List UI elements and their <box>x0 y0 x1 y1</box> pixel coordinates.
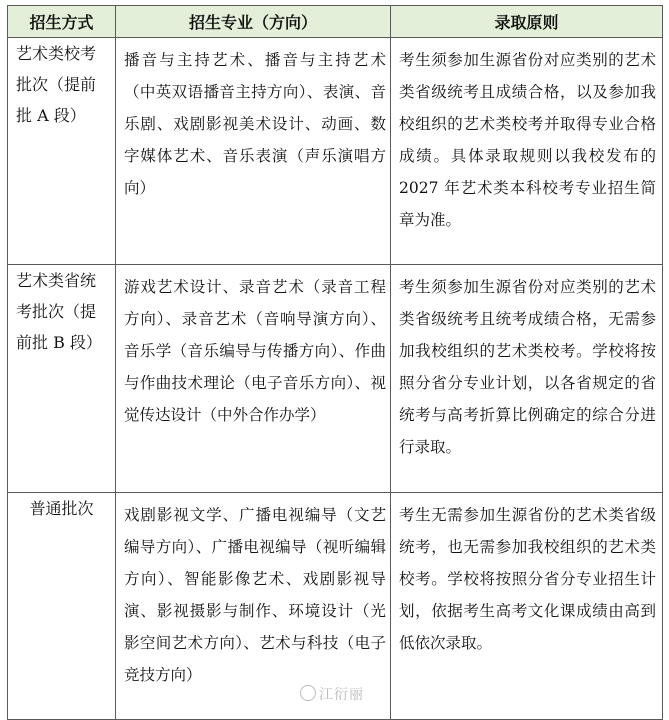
rule-cell: 考生须参加生源省份对应类别的艺术类省级统考且统考成绩合格，无需参加我校组织的艺术类校考。学校将按照分省分专业计划，以各省规定的省统考与高考折算比例确定的综合分进行录取。 <box>391 265 663 493</box>
majors-cell: 播音与主持艺术、播音与主持艺术（中英双语播音主持方向）、表演、音乐剧、戏剧影视美术设计、动画、数字媒体艺术、音乐表演（声乐演唱方向） <box>116 38 391 265</box>
majors-cell: 戏剧影视文学、广播电视编导（文艺编导方向）、广播电视编导（视听编辑方向）、智能影像艺术、戏剧影视导演、影视摄影与制作、环境设计（光影空间艺术方向）、艺术与科技（电子竞技方向） <box>116 493 391 720</box>
table-row <box>8 38 663 265</box>
batch-cell: 艺术类校考批次（提前批 A 段） <box>8 38 116 265</box>
watermark-text: 江衍丽 <box>319 687 364 703</box>
rule-cell: 考生须参加生源省份对应类别的艺术类省级统考且成绩合格，以及参加我校组织的艺术类校考并取得专业合格成绩。具体录取规则以我校发布的 2027 年艺术类本科校考专业招生简章为准。 <box>391 38 663 265</box>
header-admission-rules: 录取原则 <box>391 6 663 38</box>
table-header-row <box>8 6 663 38</box>
header-admission-method: 招生方式 <box>8 6 116 38</box>
batch-cell: 普通批次 <box>8 493 116 720</box>
majors-cell: 游戏艺术设计、录音艺术（录音工程方向）、录音艺术（音响导演方向）、音乐学（音乐编导与传播方向）、作曲与作曲技术理论（电子音乐方向）、视觉传达设计（中外合作办学） <box>116 265 391 493</box>
watermark <box>300 684 364 704</box>
table-row <box>8 265 663 493</box>
batch-cell: 艺术类省统考批次（提前批 B 段） <box>8 265 116 493</box>
admission-table <box>7 5 663 720</box>
header-majors: 招生专业（方向） <box>116 6 391 38</box>
weibo-icon <box>300 685 316 701</box>
rule-cell: 考生无需参加生源省份的艺术类省级统考，也无需参加我校组织的艺术类校考。学校将按照分省分专业招生计划，依据考生高考文化课成绩由高到低依次录取。 <box>391 493 663 720</box>
